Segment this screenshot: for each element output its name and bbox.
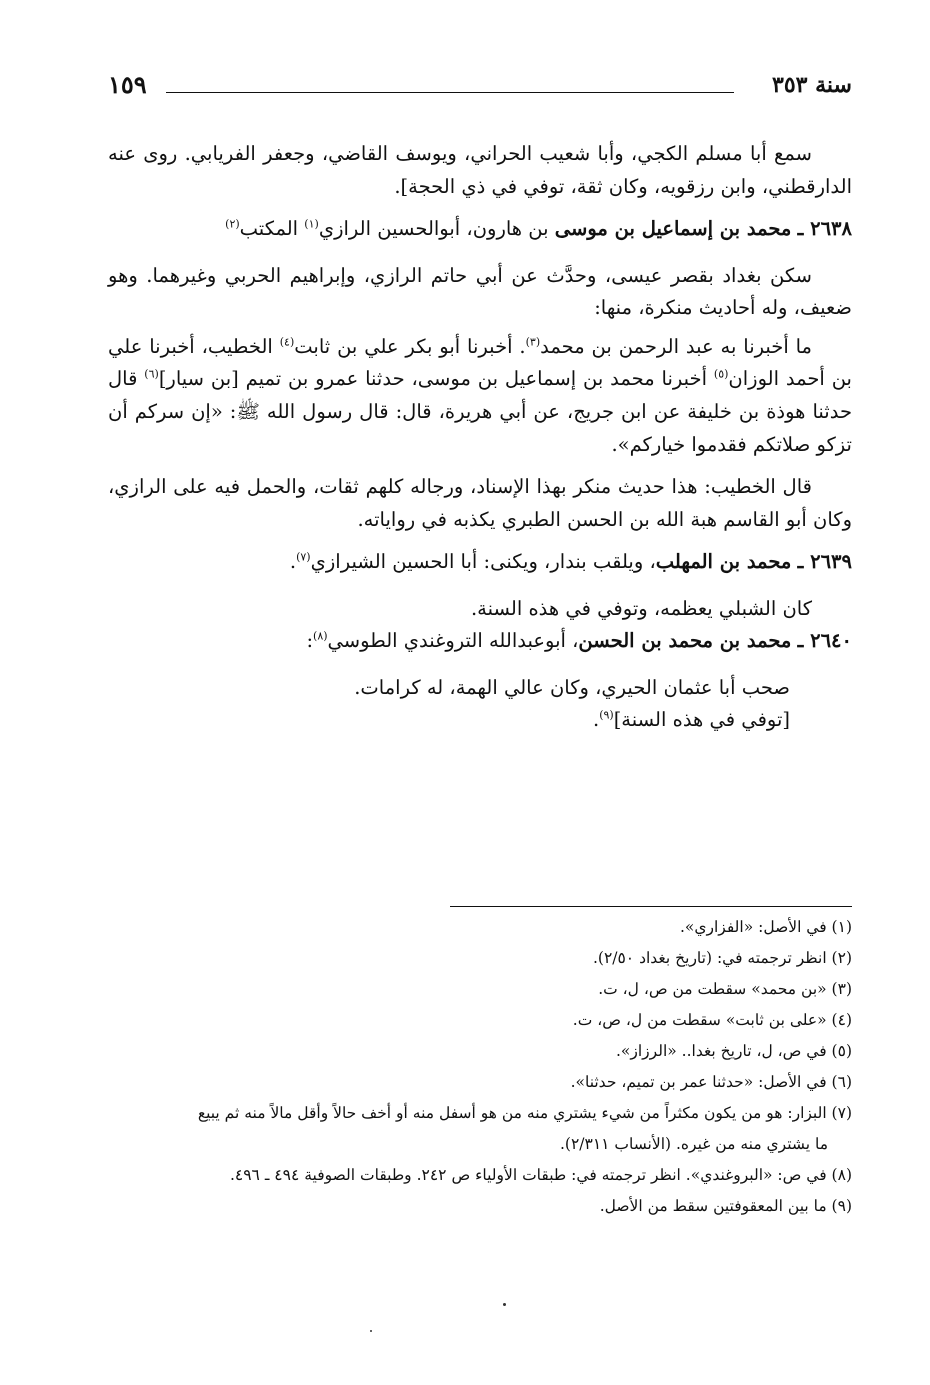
entry-text: ، ويلقب بندار، ويكنى: أبا الحسين الشيرازي <box>310 550 656 574</box>
footnote-ref: (٧) <box>296 550 311 564</box>
print-speck <box>503 1303 506 1306</box>
entry-number: ٢٦٣٩ ـ <box>797 550 852 574</box>
paragraph: سمع أبا مسلم الكجي، وأبا شعيب الحراني، ويوسف القاضي، وجعفر الفريابي. روى عنه الدارقطني، وابن رزقويه، وكان ثقة، توفي في ذي الحجة]. <box>108 142 852 198</box>
entry-number: ٢٦٣٨ ـ <box>797 217 852 241</box>
footnote-ref: (٥) <box>713 367 729 381</box>
verse-line: صحب أبا عثمان الحيري، وكان عالي الهمة، له كرامات. <box>354 675 790 699</box>
footnote-ref: (١) <box>304 217 319 231</box>
footnote: (٢) انظر ترجمته في: (تاريخ بغداد ٢/٥٠). <box>592 949 852 967</box>
text-span: ما أخبرنا به عبد الرحمن بن محمد <box>540 334 812 358</box>
footnotes <box>108 912 852 1222</box>
text-span: . <box>592 708 600 732</box>
footnote: (١) في الأصل: «الفزاري». <box>679 918 852 936</box>
entry-name: محمد بن المهلب <box>655 550 792 574</box>
verse-line <box>108 704 790 737</box>
entry-name: محمد بن محمد بن الحسن <box>578 629 792 653</box>
paragraph: قال الخطيب: هذا حديث منكر بهذا الإسناد، ورجاله كلهم ثقات، والحمل فيه على الرازي، وكان أبو القاسم هبة الله بن الحسن الطبري يكذبه في رواياته. <box>108 475 852 531</box>
entry-name: محمد بن إسماعيل بن موسى <box>554 217 792 241</box>
header-rule <box>166 92 734 93</box>
footnote: (٥) في ص، ل، تاريخ بغدا.. «الرزاز». <box>615 1042 852 1060</box>
footnote-ref: (٨) <box>313 629 328 643</box>
paragraph: سكن بغداد بقصر عيسى، وحدَّث عن أبي حاتم الرازي، وإبراهيم الحربي وغيرهما. وهو ضعيف، وله أحاديث منكرة، منها: <box>108 263 852 320</box>
main-text <box>108 138 852 743</box>
paragraph: كان الشبلي يعظمه، وتوفي في هذه السنة. <box>470 596 812 620</box>
footnote-ref: (٢) <box>225 217 240 231</box>
entry-text: . <box>289 550 297 574</box>
footnote: (٤) «على بن ثابت» سقطت من ل، ص، ت. <box>572 1011 852 1029</box>
footnote-ref: (٤) <box>279 335 295 349</box>
footnote: (٩) ما بين المعقوفتين سقط من الأصل. <box>599 1197 852 1215</box>
entry-2639 <box>108 546 852 579</box>
footnote-separator <box>450 906 852 907</box>
text-span: . أخبرنا أبو بكر علي بن ثابت <box>294 334 526 358</box>
footnote: (٨) في ص: «البروغندي». انظر ترجمته في: طبقات الأولياء ص ٢٤٢. وطبقات الصوفية ٤٩٤ ـ ٤٩٦. <box>229 1166 852 1184</box>
print-speck <box>370 1330 372 1332</box>
paragraph-hadith <box>108 331 852 461</box>
header-year: سنة ٣٥٣ <box>772 72 852 98</box>
entry-2640 <box>108 625 852 658</box>
entry-text: ، أبوعبدالله التروغندي الطوسي <box>327 629 579 653</box>
footnote-ref: (٣) <box>525 335 541 349</box>
text-span: قال حدثنا هوذة بن خليفة عن ابن جريج، عن أبي هريرة، قال: قال رسول الله ﷺ: «إن سركم أن تزكو صلاتكم فقدموا خياركم». <box>108 367 852 456</box>
entry-text: : <box>306 629 314 653</box>
entry-2638 <box>108 213 852 246</box>
text-span: [توفي في هذه السنة] <box>613 708 790 732</box>
text-span: أخبرنا محمد بن إسماعيل بن موسى، حدثنا عمرو بن تميم [بن سيار] <box>158 367 714 391</box>
entry-text: بن هارون، أبوالحسين الرازي <box>318 217 549 241</box>
page-header <box>108 70 852 110</box>
footnote: (٦) في الأصل: «حدثنا عمر بن تميم، حدثنا». <box>570 1073 852 1091</box>
page-number: ١٥٩ <box>108 70 147 99</box>
text-span: الخطيب، أخبرنا علي بن أحمد الوزان <box>108 334 852 391</box>
entry-number: ٢٦٤٠ ـ <box>797 629 852 653</box>
footnote-ref: (٩) <box>599 708 614 722</box>
footnote-continuation: ما يشتري منه من غيره. (الأنساب ٢/٣١١). <box>559 1135 828 1153</box>
footnote: (٧) البزار: هو من يكون مكثراً من شيء يشتري منه من هو أسفل منه أو أخف حالاً وأقل مالاً منه ثم يبيع <box>197 1104 852 1122</box>
entry-text: المكتب <box>239 217 299 241</box>
footnote-ref: (٦) <box>144 367 159 381</box>
footnote: (٣) «بن محمد» سقطت من ص، ل، ت. <box>598 980 852 998</box>
